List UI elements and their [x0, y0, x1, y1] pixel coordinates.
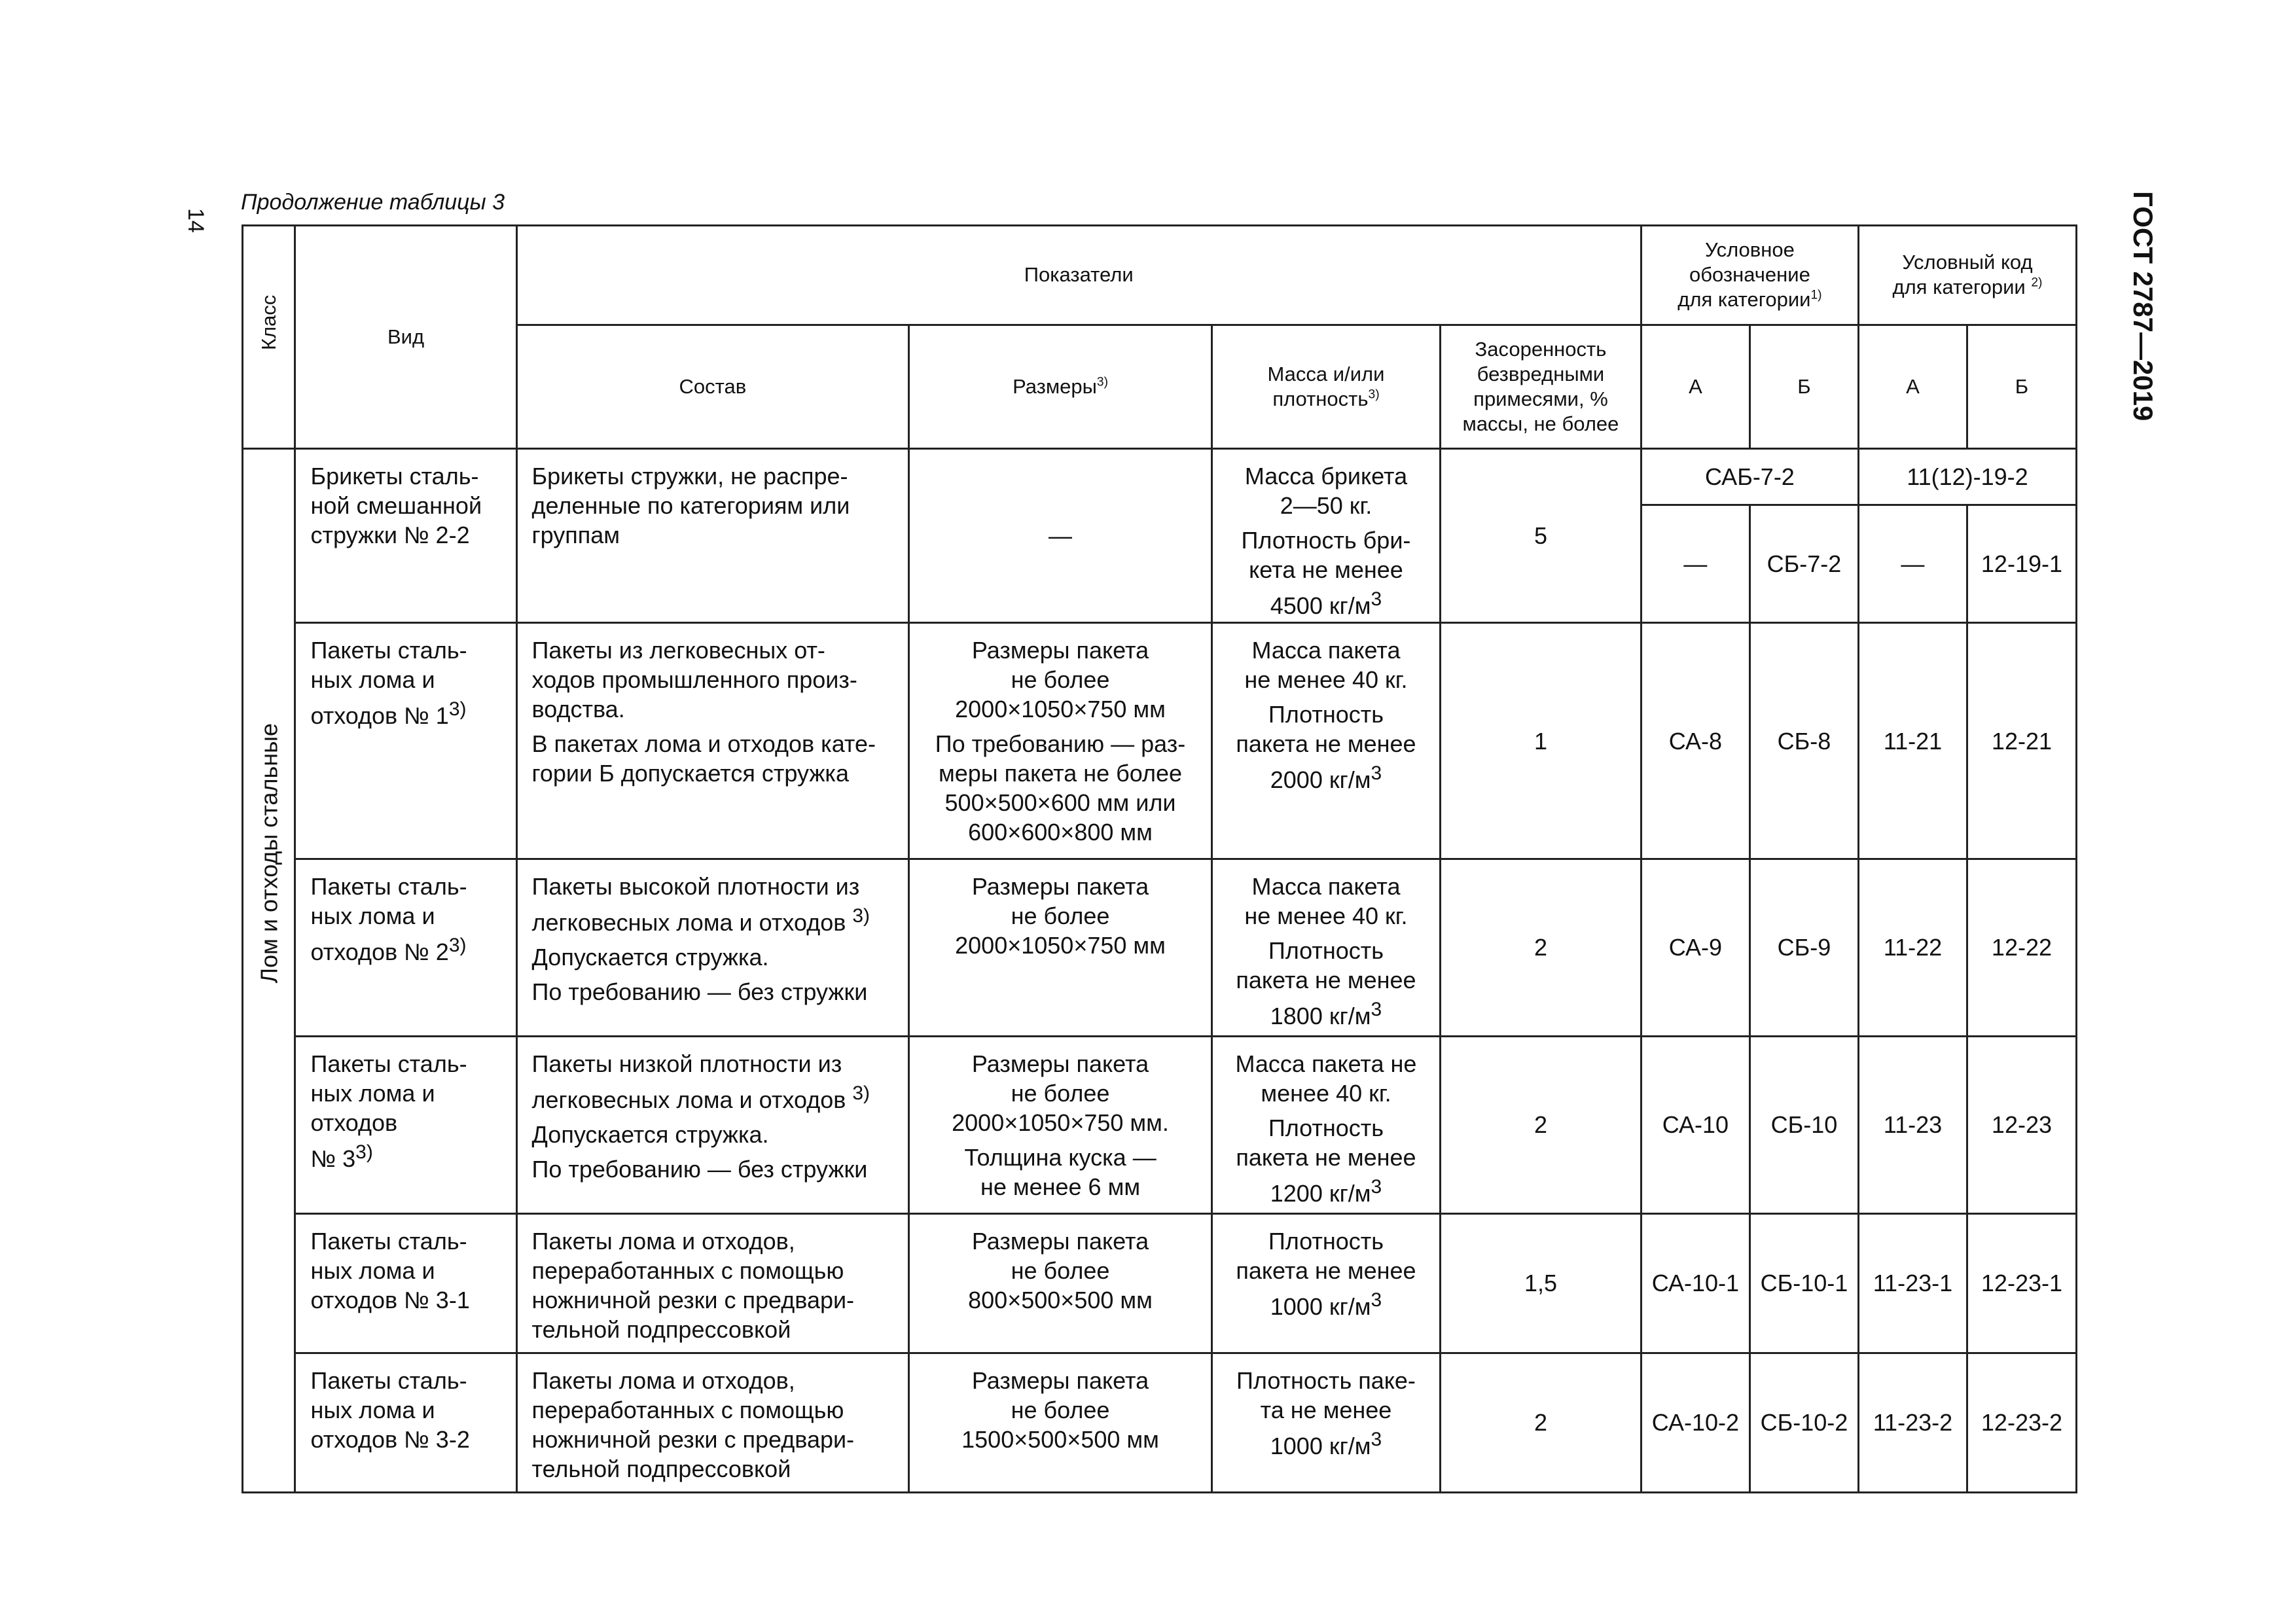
footnote-ref: 1) [1810, 288, 1822, 302]
cell-line [310, 1395, 502, 1425]
vid-cell [295, 623, 516, 859]
cell-text: Масса пакета [1251, 872, 1401, 900]
cell-line [1213, 555, 1439, 584]
cell-text: переработанных с помощью [531, 1257, 844, 1284]
cell-line [310, 694, 502, 730]
cell-line [1213, 1049, 1439, 1079]
cell-line [532, 1285, 895, 1315]
razmery-cell [909, 1036, 1212, 1213]
cell-line [310, 1079, 502, 1108]
cell-text: Толщина куска — [964, 1143, 1157, 1171]
cell-text: ножничной резки с предвари- [531, 1425, 855, 1453]
cell-text: не более [1011, 1257, 1110, 1284]
cell-text: ножничной резки с предвари- [531, 1286, 855, 1313]
cell-line [910, 931, 1211, 960]
footnote-ref: 3 [1371, 998, 1382, 1020]
cell-text: 1000 кг/м [1270, 1432, 1371, 1459]
cell-line [532, 1256, 895, 1285]
cell-text: 500×500×600 мм или [944, 789, 1176, 817]
cell-text: не более [1011, 1396, 1110, 1423]
header-zasor-line: безвредными [1477, 362, 1605, 385]
cell-text: № 3 [310, 1145, 356, 1172]
cell-line [532, 977, 895, 1007]
kod-B-cell: 12-23-1 [1967, 1213, 2076, 1353]
cell-text: не менее 40 кг. [1244, 666, 1408, 694]
table-row [243, 859, 2077, 1036]
cell-line [532, 635, 895, 665]
footnote-ref: 3) [852, 904, 870, 927]
cell-text: 2—50 кг. [1280, 491, 1372, 519]
cell-line [532, 1226, 895, 1256]
cell-line [1213, 1395, 1439, 1425]
footnote-ref: 3) [448, 934, 467, 956]
kod-A-cell: 11-23-1 [1858, 1213, 1967, 1353]
razmery-cell [909, 859, 1212, 1036]
cell-text: Пакеты сталь- [310, 1366, 467, 1394]
cell-text: Брикеты сталь- [310, 462, 479, 490]
vid-cell [295, 1353, 516, 1492]
cell-text: Масса пакета [1251, 637, 1401, 664]
cell-line [532, 491, 895, 520]
zasor-cell: 1,5 [1441, 1213, 1641, 1353]
page-number: 14 [183, 208, 208, 233]
razmery-cell [909, 1213, 1212, 1353]
footnote-ref: 3 [1371, 1175, 1382, 1198]
cell-line [310, 491, 502, 520]
razmery-cell [909, 623, 1212, 859]
sostav-cell [516, 448, 909, 623]
cell-line [532, 665, 895, 694]
cell-text: группам [531, 521, 620, 548]
cell-line [910, 758, 1211, 788]
kod-A-cell: 11-22 [1858, 859, 1967, 1036]
header-uslovnoe-line: Условное [1704, 238, 1795, 262]
cell-line [310, 872, 502, 901]
cell-line [1213, 965, 1439, 995]
zasor-cell: 2 [1441, 1353, 1641, 1492]
cell-line [1213, 491, 1439, 520]
header-razmery-text: Размеры [1013, 374, 1097, 398]
cell-text: меры пакета не более [938, 760, 1183, 787]
oboz-A-cell: СА-9 [1641, 859, 1749, 1036]
footnote-ref: 3 [1371, 1289, 1382, 1311]
header-oboz-A: А [1641, 325, 1749, 448]
cell-text: пакета не менее [1236, 730, 1416, 758]
oboz-B-cell: СБ-9 [1749, 859, 1858, 1036]
cell-text: По требованию — без стружки [531, 1155, 868, 1183]
cell-line [310, 1285, 502, 1315]
cell-line [532, 901, 895, 937]
cell-line [1213, 526, 1439, 555]
zasor-cell: 5 [1441, 448, 1641, 623]
cell-line [1213, 1256, 1439, 1285]
massa-cell [1211, 623, 1440, 859]
kod-merged-cell: 11(12)-19-2 [1858, 448, 2076, 505]
cell-line [532, 1315, 895, 1344]
cell-line [1213, 1172, 1439, 1208]
cell-line [532, 694, 895, 724]
cell-text: не более [1011, 666, 1110, 694]
header-massa-line: Масса и/или [1267, 362, 1385, 385]
cell-text: По требованию — раз- [935, 730, 1186, 758]
kod-A-cell: 11-23 [1858, 1036, 1967, 1213]
cell-line [1213, 635, 1439, 665]
cell-text: Плотность [1268, 1114, 1384, 1141]
footnote-ref: 2) [2031, 276, 2043, 290]
oboz-A-cell: — [1641, 505, 1749, 623]
oboz-merged-cell: САБ-7-2 [1641, 448, 1858, 505]
cell-line [1213, 665, 1439, 694]
cell-line [910, 1256, 1211, 1285]
cell-text: Плотность паке- [1236, 1366, 1416, 1394]
cell-text: 2000×1050×750 мм [955, 696, 1166, 723]
cell-text: переработанных с помощью [531, 1396, 844, 1423]
cell-line [1213, 1113, 1439, 1143]
header-kod-A: А [1858, 325, 1967, 448]
cell-text: Плотность [1268, 1227, 1384, 1255]
cell-line [532, 1049, 895, 1079]
data-table [242, 224, 2077, 1493]
cell-line [310, 461, 502, 491]
cell-text: 1200 кг/м [1270, 1179, 1371, 1207]
cell-line [532, 758, 895, 788]
kod-B-cell: 12-19-1 [1967, 505, 2076, 623]
cell-line [910, 1143, 1211, 1172]
cell-text: Допускается стружка. [531, 1120, 769, 1148]
kod-A-cell: — [1858, 505, 1967, 623]
cell-line [910, 1049, 1211, 1079]
cell-line [532, 942, 895, 972]
cell-text: пакета не менее [1236, 966, 1416, 993]
cell-line [310, 1366, 502, 1395]
footnote-ref: 3) [1096, 375, 1108, 389]
cell-text: Пакеты сталь- [310, 1050, 467, 1077]
footnote-ref: 3) [448, 698, 467, 721]
kod-A-cell: 11-23-2 [1858, 1353, 1967, 1492]
massa-cell [1211, 1353, 1440, 1492]
header-uslovnoe-text: для категории [1677, 288, 1811, 312]
cell-text: стружки № 2-2 [310, 521, 470, 548]
cell-text: ной смешанной [310, 491, 482, 519]
cell-line [310, 635, 502, 665]
cell-text: Размеры пакета [971, 1227, 1149, 1255]
header-zasor-line: примесями, % [1473, 387, 1608, 410]
cell-text: Допускается стружка. [531, 943, 769, 971]
kod-B-cell: 12-21 [1967, 623, 2076, 859]
cell-text: не более [1011, 1079, 1110, 1107]
cell-text: В пакетах лома и отходов кате- [531, 730, 876, 758]
oboz-B-cell: СБ-10-2 [1749, 1353, 1858, 1492]
footnote-ref: 3 [1371, 762, 1382, 785]
cell-line [1213, 1366, 1439, 1395]
cell-line [532, 729, 895, 758]
massa-cell [1211, 859, 1440, 1036]
cell-text: 4500 кг/м [1270, 592, 1371, 619]
table-row [243, 1036, 2077, 1213]
class-cell [243, 448, 295, 1493]
cell-line [910, 901, 1211, 931]
cell-text: 2000×1050×750 мм [955, 931, 1166, 959]
oboz-A-cell: СА-10 [1641, 1036, 1749, 1213]
cell-text: 600×600×800 мм [968, 819, 1153, 846]
zasor-cell: 2 [1441, 1036, 1641, 1213]
razmery-cell [909, 1353, 1212, 1492]
cell-line [310, 665, 502, 694]
cell-line [532, 1395, 895, 1425]
sostav-cell [516, 1036, 909, 1213]
cell-text: отходов № 3-2 [310, 1425, 470, 1453]
cell-line [532, 1154, 895, 1184]
table-row [243, 623, 2077, 859]
class-label: Лом и отходы стальные [255, 723, 283, 984]
cell-text: Размеры пакета [971, 1366, 1149, 1394]
cell-line [310, 1108, 502, 1137]
kod-B-cell: 12-23 [1967, 1036, 2076, 1213]
header-kod-line [1859, 275, 2075, 300]
cell-text: 800×500×500 мм [968, 1286, 1153, 1313]
cell-line [910, 665, 1211, 694]
cell-text: Пакеты высокой плотности из [531, 872, 860, 900]
cell-line [532, 1120, 895, 1149]
sostav-cell [516, 1213, 909, 1353]
cell-text: Пакеты низкой плотности из [531, 1050, 842, 1077]
cell-text: 1800 кг/м [1270, 1002, 1371, 1029]
kod-A-cell: 11-21 [1858, 623, 1967, 859]
header-sostav: Состав [516, 325, 909, 448]
cell-text: 1500×500×500 мм [961, 1425, 1159, 1453]
cell-line [1213, 1143, 1439, 1172]
cell-line [310, 901, 502, 931]
cell-line [310, 1256, 502, 1285]
cell-text: 2000×1050×750 мм. [952, 1109, 1169, 1136]
header-klass-label: Класс [257, 294, 280, 350]
cell-line [910, 729, 1211, 758]
cell-text: Пакеты сталь- [310, 637, 467, 664]
header-oboz-B: Б [1749, 325, 1858, 448]
footnote-ref: 3) [355, 1141, 373, 1163]
vid-cell [295, 1213, 516, 1353]
header-uslovnoe-line: обозначение [1689, 263, 1810, 287]
cell-line [532, 872, 895, 901]
cell-text: ных лома и [310, 1257, 435, 1284]
header-row-2 [243, 325, 2077, 448]
cell-text: Пакеты сталь- [310, 872, 467, 900]
header-uslovnoe-line [1642, 287, 1857, 312]
cell-text: Пакеты лома и отходов, [531, 1227, 795, 1255]
cell-line [910, 694, 1211, 724]
cell-line [1213, 995, 1439, 1031]
cell-text: деленные по категориям или [531, 491, 850, 519]
oboz-B-cell: СБ-10 [1749, 1036, 1858, 1213]
cell-line [1213, 901, 1439, 931]
cell-text: Пакеты сталь- [310, 1227, 467, 1255]
cell-text: кета не менее [1249, 556, 1403, 583]
cell-text: Пакеты из легковесных от- [531, 637, 825, 664]
cell-line [910, 1108, 1211, 1137]
cell-text: ных лома и [310, 902, 435, 929]
vid-cell [295, 1036, 516, 1213]
oboz-B-cell: СБ-8 [1749, 623, 1858, 859]
header-uslovnoe [1641, 226, 1858, 325]
massa-cell [1211, 1036, 1440, 1213]
cell-line [532, 461, 895, 491]
cell-line [1213, 729, 1439, 758]
cell-text: ходов промышленного произ- [531, 666, 857, 694]
zasor-cell: 2 [1441, 859, 1641, 1036]
sostav-cell [516, 1353, 909, 1492]
table-row [243, 1353, 2077, 1492]
cell-line [910, 788, 1211, 817]
cell-text: не более [1011, 902, 1110, 929]
standard-designation: ГОСТ 2787—2019 [2128, 191, 2159, 421]
header-massa-line [1213, 387, 1439, 412]
cell-line [910, 817, 1211, 847]
cell-text: 1000 кг/м [1270, 1293, 1371, 1320]
cell-text: отходов № 1 [310, 702, 449, 730]
cell-text: тельной подпрессовкой [531, 1455, 791, 1482]
oboz-B-cell: СБ-7-2 [1749, 505, 1858, 623]
cell-line [910, 1425, 1211, 1454]
footnote-ref: 3) [852, 1082, 870, 1104]
vid-cell [295, 859, 516, 1036]
header-kod [1858, 226, 2076, 325]
cell-line [1213, 461, 1439, 491]
header-zasor-line: Засоренность [1475, 337, 1607, 361]
cell-text: Масса брикета [1244, 462, 1408, 490]
cell-line [310, 1226, 502, 1256]
cell-text: Размеры пакета [971, 637, 1149, 664]
cell-text: пакета не менее [1236, 1143, 1416, 1171]
oboz-A-cell: СА-8 [1641, 623, 1749, 859]
massa-cell [1211, 1213, 1440, 1353]
cell-text: Масса пакета не [1235, 1050, 1417, 1077]
table-caption: Продолжение таблицы 3 [241, 190, 505, 215]
cell-line [1213, 1079, 1439, 1108]
footnote-ref: 3 [1371, 1428, 1382, 1450]
header-kod-line: Условный код [1902, 251, 2033, 274]
cell-line [910, 1226, 1211, 1256]
cell-text: Плотность бри- [1241, 526, 1411, 554]
oboz-A-cell: СА-10-2 [1641, 1353, 1749, 1492]
cell-line [1213, 1226, 1439, 1256]
cell-line [532, 520, 895, 550]
cell-line [910, 872, 1211, 901]
cell-text: пакета не менее [1236, 1257, 1416, 1284]
razmery-cell: — [909, 448, 1212, 623]
cell-text: Пакеты лома и отходов, [531, 1366, 795, 1394]
massa-cell [1211, 448, 1440, 623]
cell-text: Плотность [1268, 936, 1384, 964]
cell-text: гории Б допускается стружка [531, 760, 849, 787]
cell-line [1213, 1425, 1439, 1461]
header-klass [243, 226, 295, 449]
table-row [243, 1213, 2077, 1353]
kod-B-cell: 12-23-2 [1967, 1353, 2076, 1492]
cell-line [910, 1366, 1211, 1395]
cell-line [310, 1049, 502, 1079]
cell-line [310, 520, 502, 550]
cell-line [1213, 1285, 1439, 1321]
cell-line [910, 1172, 1211, 1202]
cell-text: отходов [310, 1109, 398, 1136]
oboz-A-cell: СА-10-1 [1641, 1213, 1749, 1353]
header-pokazateli: Показатели [516, 226, 1641, 325]
cell-text: Плотность [1268, 701, 1384, 728]
cell-line [910, 1395, 1211, 1425]
header-row-1 [243, 226, 2077, 325]
cell-line [310, 931, 502, 967]
cell-line [1213, 584, 1439, 620]
zasor-cell: 1 [1441, 623, 1641, 859]
cell-text: легковесных лома и отходов [531, 1086, 853, 1113]
header-razmery [909, 325, 1212, 448]
cell-text: ных лома и [310, 1079, 435, 1107]
cell-line [910, 1285, 1211, 1315]
sostav-cell [516, 623, 909, 859]
header-vid: Вид [295, 226, 516, 449]
cell-text: не менее 40 кг. [1244, 902, 1408, 929]
cell-text: По требованию — без стружки [531, 978, 868, 1005]
oboz-B-cell: СБ-10-1 [1749, 1213, 1858, 1353]
header-massa-text: плотность [1272, 387, 1369, 410]
cell-line [1213, 758, 1439, 794]
cell-text: тельной подпрессовкой [531, 1315, 791, 1343]
cell-line [532, 1454, 895, 1484]
cell-line [1213, 700, 1439, 729]
header-kod-text: для категории [1892, 276, 2026, 299]
kod-B-cell: 12-22 [1967, 859, 2076, 1036]
footnote-ref: 3) [1368, 387, 1380, 402]
cell-line [310, 1137, 502, 1173]
cell-line [310, 1425, 502, 1454]
header-zasor-line: массы, не более [1462, 412, 1619, 435]
table-row [243, 448, 2077, 505]
cell-text: легковесных лома и отходов [531, 908, 853, 936]
cell-line [532, 1079, 895, 1115]
cell-text: 2000 кг/м [1270, 766, 1371, 794]
cell-text: менее 40 кг. [1261, 1079, 1391, 1107]
cell-text: водства. [531, 696, 625, 723]
cell-line [1213, 872, 1439, 901]
cell-text: та не менее [1260, 1396, 1392, 1423]
cell-text: Размеры пакета [971, 1050, 1149, 1077]
cell-text: ных лома и [310, 666, 435, 694]
cell-line [910, 1079, 1211, 1108]
header-zasor [1441, 325, 1641, 448]
cell-line [910, 635, 1211, 665]
cell-line [532, 1366, 895, 1395]
vid-cell [295, 448, 516, 623]
header-massa [1211, 325, 1440, 448]
footnote-ref: 3 [1371, 588, 1382, 610]
cell-text: Брикеты стружки, не распре- [531, 462, 848, 490]
cell-text: ных лома и [310, 1396, 435, 1423]
cell-text: не менее 6 мм [980, 1173, 1141, 1200]
cell-text: отходов № 3-1 [310, 1286, 470, 1313]
cell-text: отходов № 2 [310, 938, 449, 965]
cell-line [532, 1425, 895, 1454]
cell-text: Размеры пакета [971, 872, 1149, 900]
cell-line [1213, 936, 1439, 965]
header-kod-B: Б [1967, 325, 2076, 448]
sostav-cell [516, 859, 909, 1036]
